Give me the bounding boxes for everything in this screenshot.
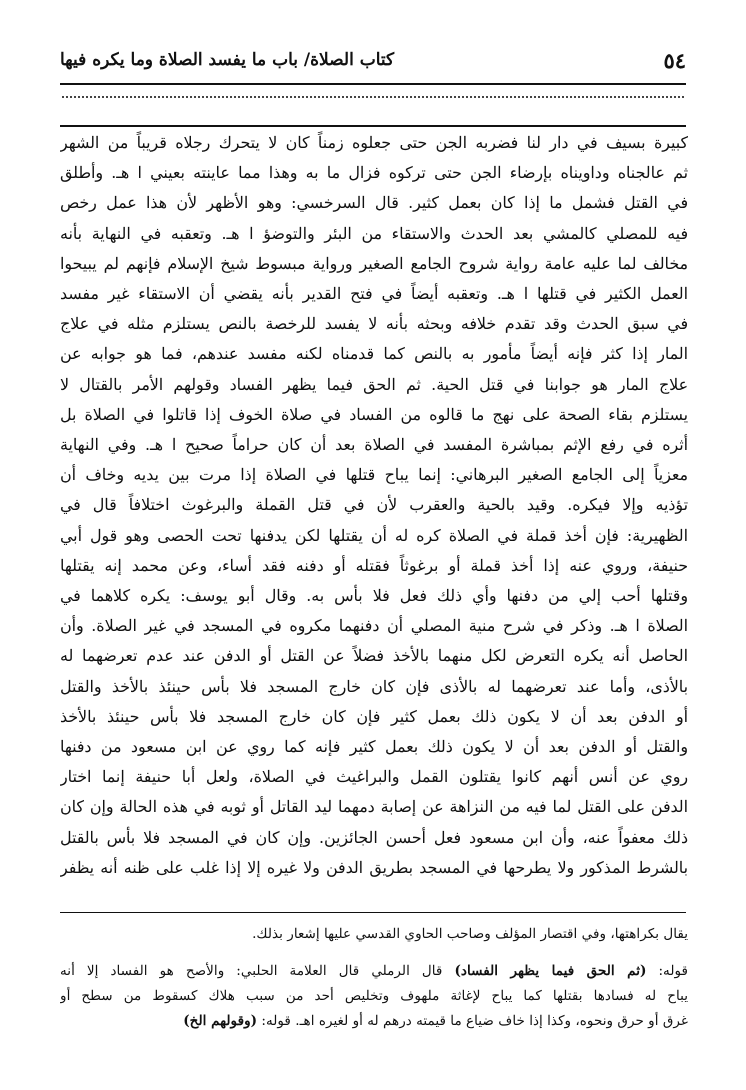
text-line: الصلاة ا هـ. وذكر في شرح منية المصلي أن دفنهما مكروه في المسجد في غير الصلاة. وأن [60,616,688,636]
note-line: يقال بكراهتها، وفي اقتصار المؤلف وصاحب الحاوي القدسي عليها إشعار بذلك. [252,926,688,942]
running-title: كتاب الصلاة/ باب ما يفسد الصلاة وما يكره فيها [60,50,395,70]
text-line: تؤذيه وإلا فيكره. وقيد بالحية والعقرب لأن في قتل القملة والبرغوث اختلافاً قال في [60,495,688,515]
text-line: الدفن على القتل لما فيه من النزاهة عن إصابة دمهما ليد القاتل أو ثوبه في هذه الحالة وإن كان [60,797,688,817]
note-line: يباح له فسادها بقتلها كما يباح لإغاثة ملهوف وتخليص أحد من سبب هلاك كسقوط من سطح أو [60,988,688,1004]
text-line: المار إذا كثر فإنه أيضاً مأمور به بالنص كما قدمناه لكنه مفسد عندهم، فما هو جوابه عن [60,344,688,364]
text-line: في سبق الحدث وقد تقدم خلافه وبحثه بأنه لا يفسد للرخصة بالنص يستلزم مثله في علاج [60,314,688,334]
text-line: ثم عالجناه وداويناه بإرضاء الجن حتى تركوه فزال ما به وهذا مما عاينته بعيني ا هـ. وأطلق [60,163,688,183]
text-line: في القتل فشمل ما إذا كان بعمل كثير. قال السرخسي: وهو الأظهر لأن هذا عمل رخص [60,193,688,213]
footnote-rule [60,912,686,913]
note-bold-quote: (وقولهم الخ) [183,1013,258,1029]
page-number: ٥٤ [663,48,686,73]
text-line: وقتلها أحب إلي من دفنها وأي ذلك فعل فلا بأس به. وقال أبو يوسف: يكره كلاهما في [60,586,688,606]
main-text-block [60,128,688,883]
text-line: مخالف لما عليه عامة رواية شروح الجامع الصغير ورواية مبسوط شيخ الإسلام فإنهم لم يبيحوا [60,253,688,273]
text-line: روي عن أنس أنهم كانوا يقتلون القمل والبراغيث في الصلاة، ولعل أبا حنيفة إنما اختار [60,767,688,787]
note-prefix: قوله: [646,963,688,979]
note-text: غرق أو حرق ونحوه، وكذا إذا خاف ضياع ما قيمته درهم له أو لغيره اهـ. قوله: [257,1013,688,1029]
note-line [60,1009,688,1034]
dotted-separator [62,96,684,98]
text-line: بالأذى، وأما عند تعرضهما له بالأذى فإن كان خارج المسجد فلا بأس حينئذ بالأخذ والقتل [60,676,688,696]
text-line: فيه للمصلي كالمشي بعد الحدث والاستقاء من البئر والتوضؤ ا هـ. وتعقبه في النهاية بأنه [60,223,688,243]
header-rule [60,83,686,85]
text-line: حنيفة، وروي عنه إذا أخذ قملة أو برغوثاً فقتله أو دفنه فقد أساء، وعن محمد إنه يقتلها [60,555,688,575]
text-line: العمل الكثير في قتلها ا هـ. وتعقبه أيضاً في فتح القدير بأنه يقضي أن الاستقاء غير مفسد [60,284,688,304]
text-line: الظهيرية: فإن أخذ قملة في الصلاة كره له أن يقتلها لكن يدفنها تحت الحصى وهو قول أبي [60,525,688,545]
text-line: كبيرة بسيف في دار لنا فضربه الجن حتى جعلوه زمناً كان لا يتحرك رجلاه قريباً من الشهر [60,133,688,152]
text-line: يستلزم بقاء الصحة على نهج ما قالوه من الفساد في صلاة الخوف إذا قاتلوا في الصلاة بل [60,404,688,424]
text-line: والقتل أو الدفن بعد أن لا يكون ذلك بعمل كثير فإنه كما روي عن ابن مسعود من دفنها [60,737,688,757]
text-line: بالشرط المذكور ولا يطرحها في المسجد بطريق الدفن ولا غيره إلا إذا غلب على ظنه أنه يظفر [60,857,688,877]
text-line: معزياً إلى الجامع الصغير البرهاني: إنما يباح قتلها في الصلاة إذا مرت بين يديه وخاف أن [60,465,688,485]
note-line [60,959,688,984]
body-top-rule [60,125,686,127]
text-line: أو الدفن بعد أن لا يكون ذلك بعمل كثير فإن كان خارج المسجد فلا بأس حينئذ بالأخذ [60,706,688,726]
text-line: علاج المار هو جوابنا في قتل الحية. ثم الحق فيما يظهر الفساد وقولهم الأمر بالقتال لا [60,374,688,394]
text-line: أثره في رفع الإثم بمباشرة المفسد في الصلاة بعد أن كان حراماً صحيح ا هـ. وفي النهاية [60,435,688,455]
footnotes-block [60,922,688,1034]
note-gap [60,947,688,959]
text-line: الحاصل أنه يكره التعرض لكل منهما بالأخذ فضلاً عن القتل أو الدفن عند عدم تعرضهما له [60,646,688,666]
page-header [60,48,686,80]
note-text: قال الرملي قال العلامة الحلبي: والأصح هو الفساد إلا أنه [60,963,455,979]
text-line: ذلك معفواً عنه، وأن ابن مسعود فعل أحسن الجائزين. وإن كان في المسجد فلا بأس بالقتل [60,827,688,847]
note-bold-quote: (ثم الحق فيما يظهر الفساد) [454,963,647,979]
